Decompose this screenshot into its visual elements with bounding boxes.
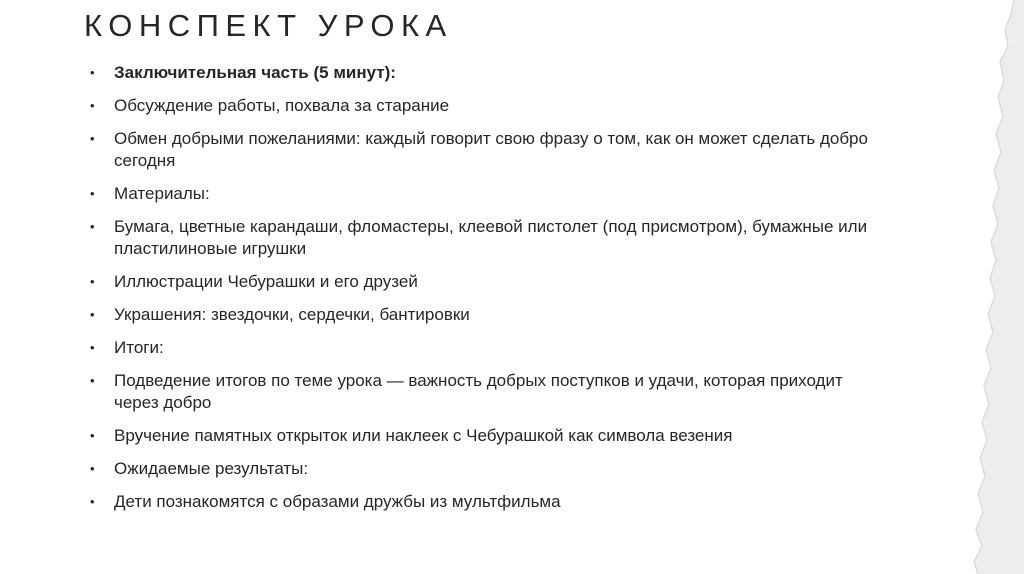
bullet-item bbox=[90, 183, 880, 205]
bullet-dot: • bbox=[90, 65, 95, 80]
bullet-dot: • bbox=[90, 307, 95, 322]
bullet-item bbox=[90, 458, 880, 480]
bullet-item bbox=[90, 370, 880, 414]
bullet-dot: • bbox=[90, 219, 95, 234]
bullet-text: Итоги: bbox=[114, 338, 164, 357]
bullet-dot: • bbox=[90, 494, 95, 509]
bullet-dot: • bbox=[90, 373, 95, 388]
bullet-text: Подведение итогов по теме урока — важность добрых поступков и удачи, которая приходит через добро bbox=[114, 371, 843, 412]
bullet-text: Бумага, цветные карандаши, фломастеры, клеевой пистолет (под присмотром), бумажные или пластилиновые игрушки bbox=[114, 217, 868, 258]
bullet-item bbox=[90, 95, 880, 117]
bullet-item bbox=[90, 216, 880, 260]
bullet-text: Обсуждение работы, похвала за старание bbox=[114, 96, 450, 115]
bullet-item bbox=[90, 491, 880, 513]
bullet-dot: • bbox=[90, 98, 95, 113]
bullet-list bbox=[90, 62, 880, 524]
bullet-item bbox=[90, 271, 880, 293]
slide-title: КОНСПЕКТ УРОКА bbox=[84, 8, 453, 43]
bullet-dot: • bbox=[90, 131, 95, 146]
bullet-item bbox=[90, 128, 880, 172]
bullet-dot: • bbox=[90, 428, 95, 443]
bullet-dot: • bbox=[90, 340, 95, 355]
bullet-item bbox=[90, 337, 880, 359]
bullet-text: Дети познакомятся с образами дружбы из мультфильма bbox=[114, 492, 561, 511]
bullet-dot: • bbox=[90, 186, 95, 201]
bullet-text: Украшения: звездочки, сердечки, бантировки bbox=[114, 305, 470, 324]
torn-paper-edge bbox=[914, 0, 1024, 574]
bullet-text: Материалы: bbox=[114, 184, 210, 203]
bullet-dot: • bbox=[90, 461, 95, 476]
bullet-item bbox=[90, 304, 880, 326]
bullet-text: Заключительная часть (5 минут): bbox=[114, 63, 396, 82]
bullet-item bbox=[90, 62, 880, 84]
bullet-dot: • bbox=[90, 274, 95, 289]
bullet-text: Обмен добрыми пожеланиями: каждый говорит свою фразу о том, как он может сделать добро сегодня bbox=[114, 129, 868, 170]
bullet-text: Иллюстрации Чебурашки и его друзей bbox=[114, 272, 418, 291]
bullet-item bbox=[90, 425, 880, 447]
bullet-text: Вручение памятных открыток или наклеек с Чебурашкой как символа везения bbox=[114, 426, 733, 445]
bullet-text: Ожидаемые результаты: bbox=[114, 459, 309, 478]
